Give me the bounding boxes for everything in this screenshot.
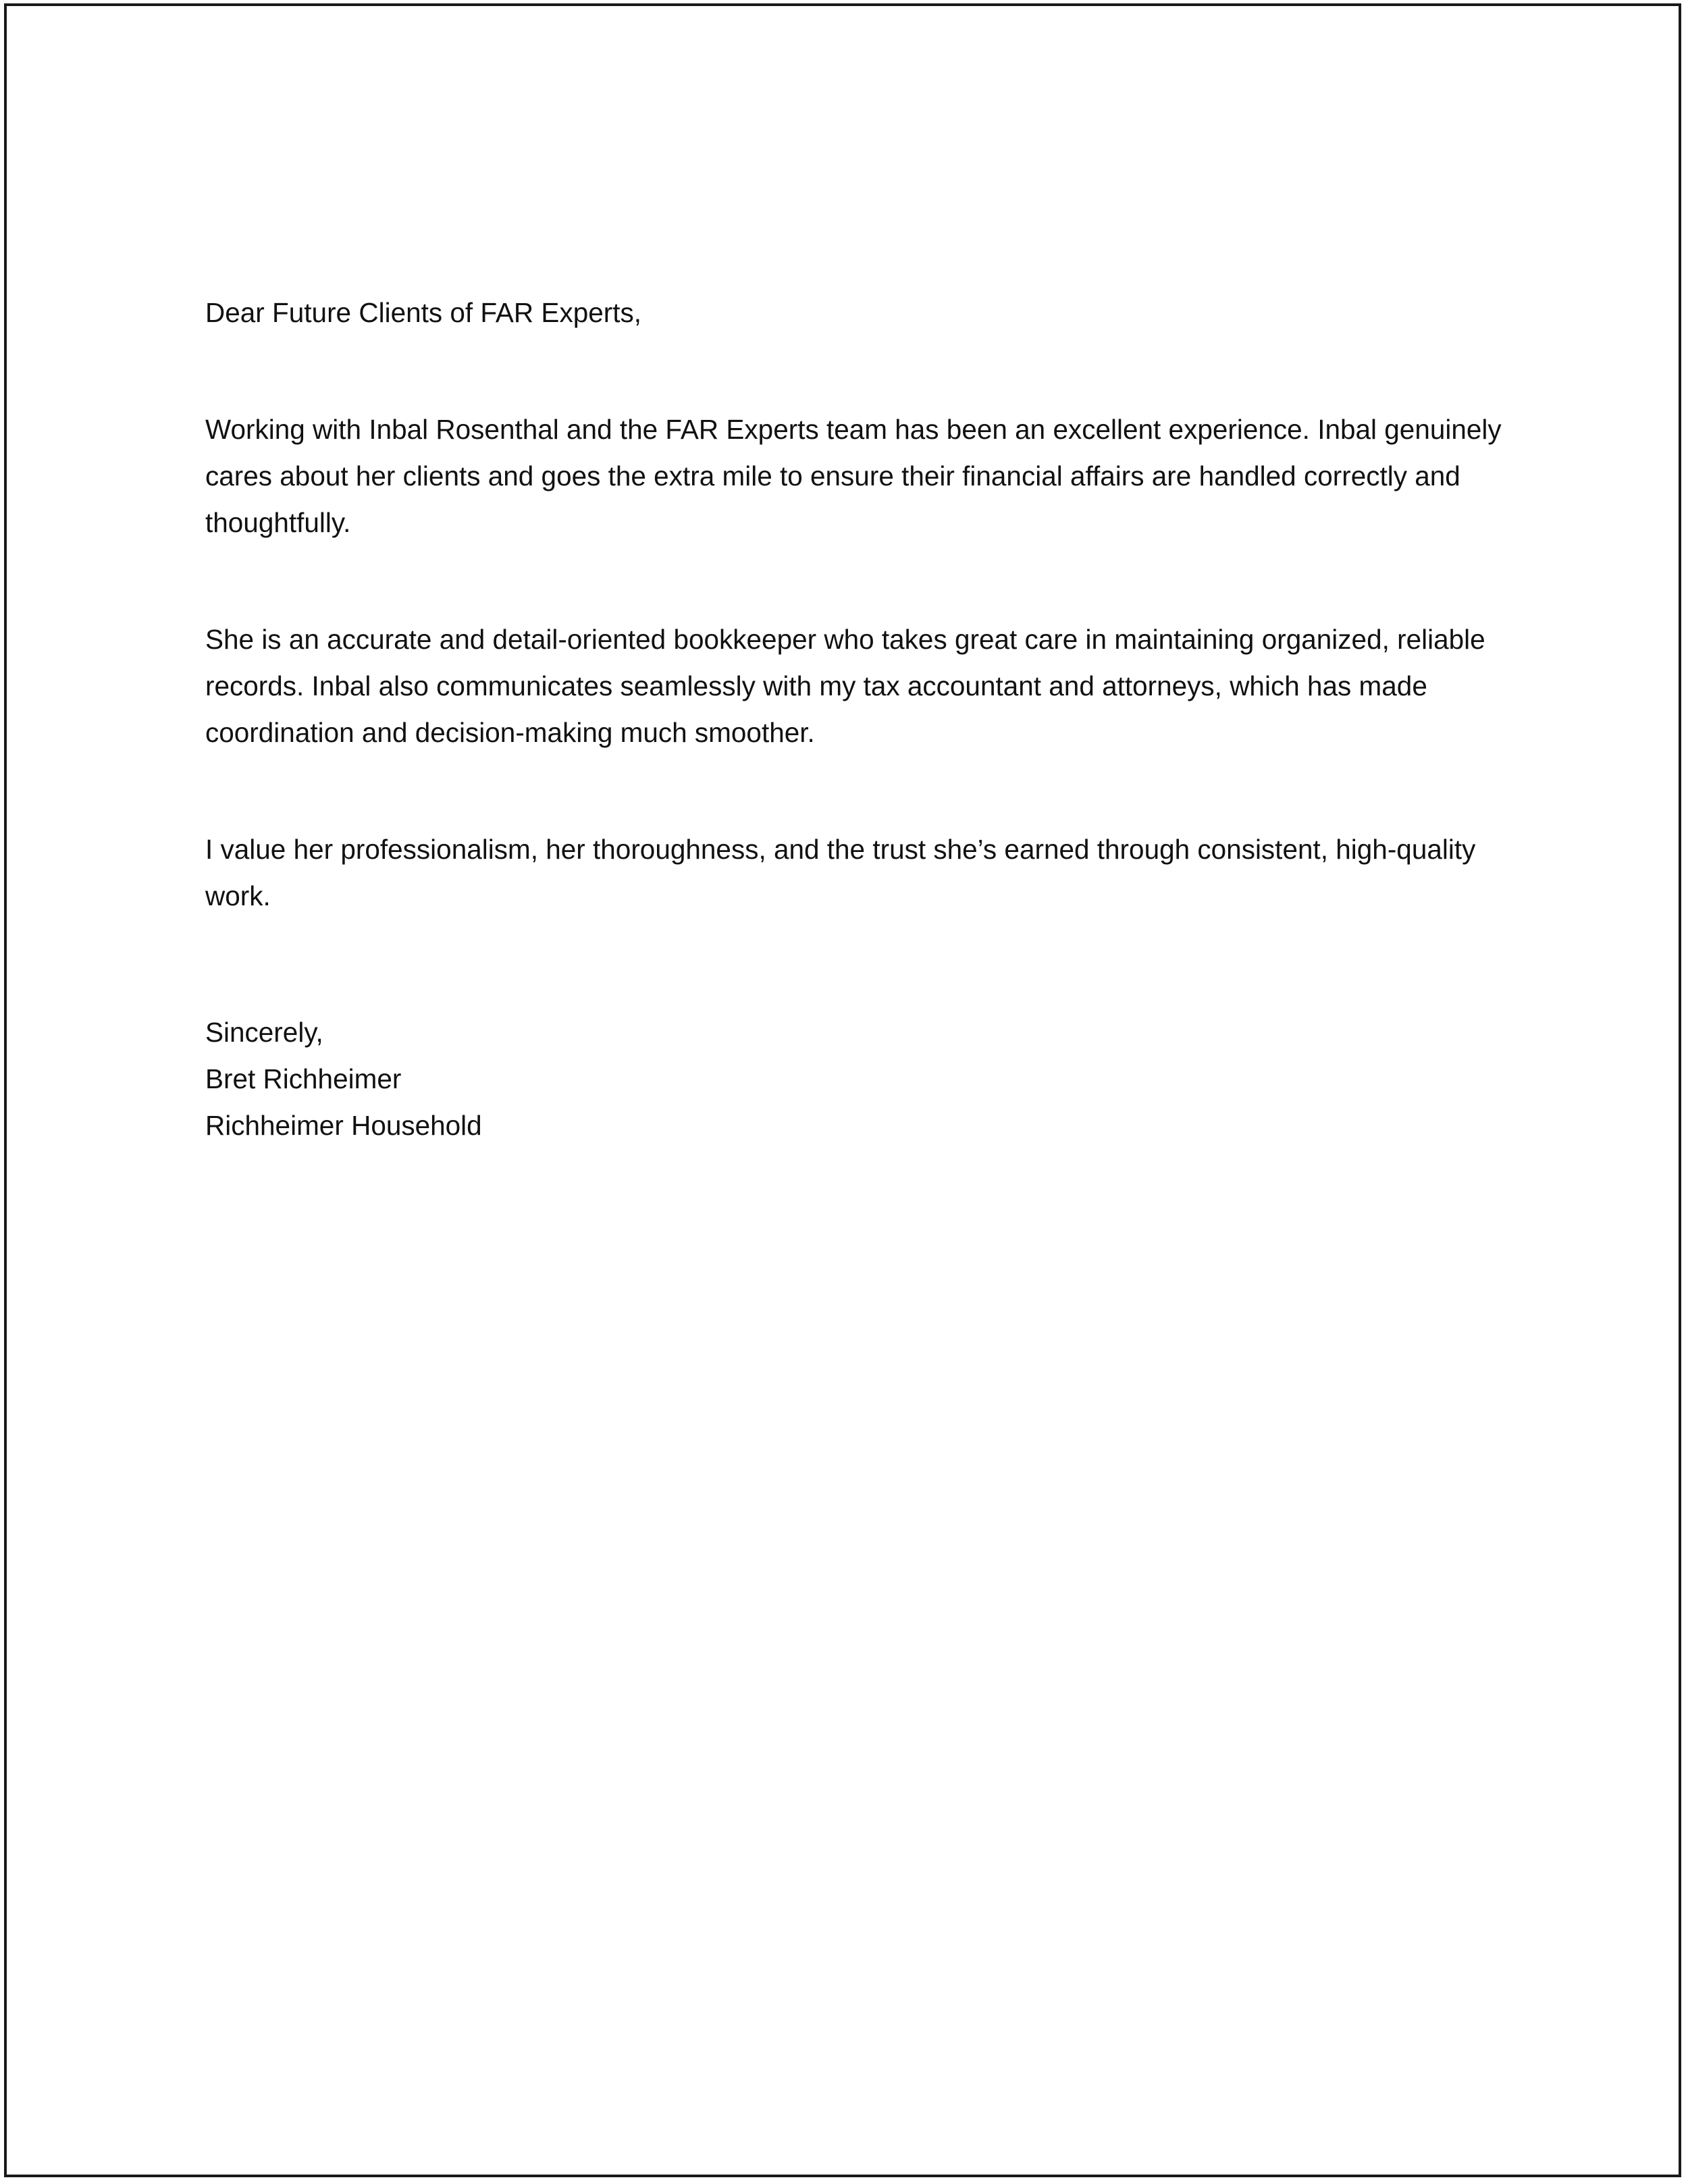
closing: Sincerely, [205, 1017, 323, 1048]
letter-body [205, 290, 1529, 1149]
paragraph-3: I value her professionalism, her thoroughness, and the trust she’s earned through consistent, high-quality work. [205, 834, 1476, 911]
paragraph-1: Working with Inbal Rosenthal and the FAR Experts team has been an excellent experience. Inbal genuinely cares about her clients and goes the extra mile to ensure their financial affairs are handled correctly and thoughtfully. [205, 414, 1502, 538]
signer-name: Bret Richheimer [205, 1063, 402, 1094]
paragraph-2: She is an accurate and detail-oriented bookkeeper who takes great care in maintaining organized, reliable records. Inbal also communicates seamlessly with my tax accountant and attorneys, which has made coordination and decision-making much smoother. [205, 624, 1485, 748]
signature-block [205, 1009, 1529, 1149]
salutation: Dear Future Clients of FAR Experts, [205, 297, 641, 328]
signer-organization: Richheimer Household [205, 1110, 482, 1141]
page-frame [4, 3, 1681, 2177]
